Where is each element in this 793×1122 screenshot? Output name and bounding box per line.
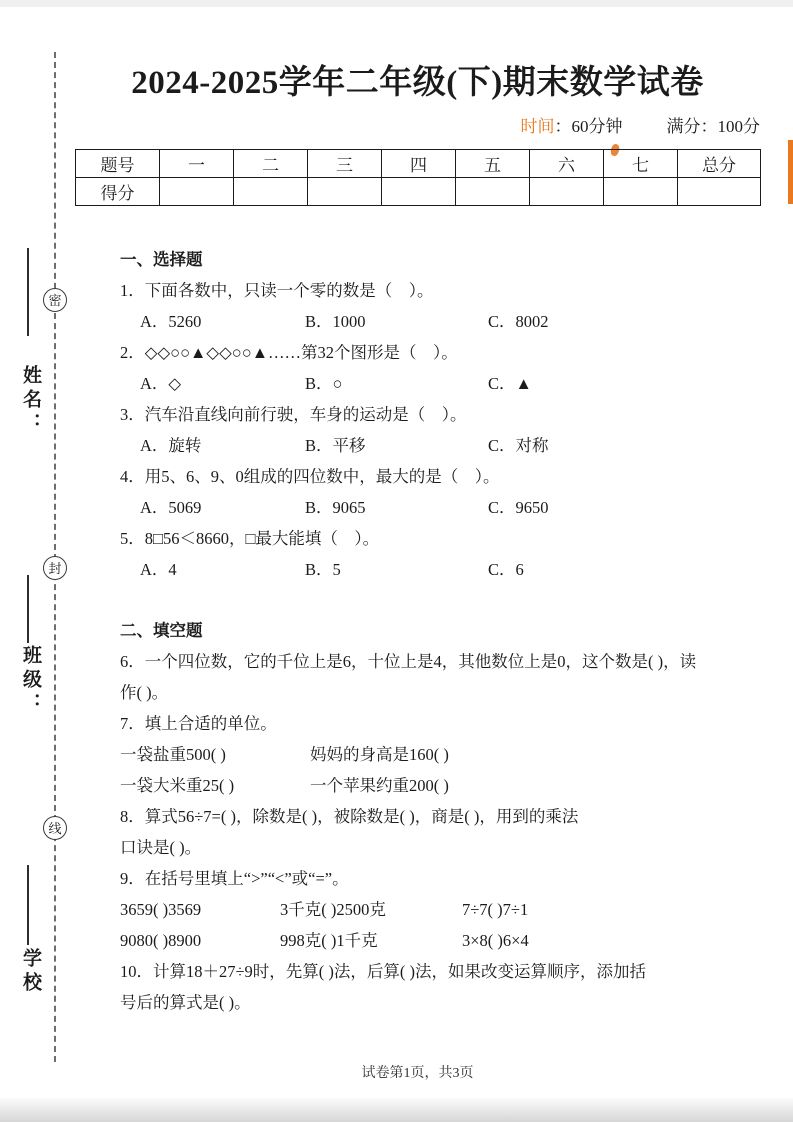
question-text-10-line1: 10．计算18＋27÷9时，先算( )法，后算( )法，如果改变运算顺序，添加括 (120, 962, 647, 981)
score-table-header-cell: 六 (530, 150, 604, 178)
full-score-label: 满分：100分 (666, 117, 760, 136)
time-value: ：60分钟 (554, 117, 623, 136)
option-b: B．5 (305, 560, 341, 579)
option-a: A．5069 (140, 498, 202, 517)
question-text-2: 2．◇◇○○▲◇◇○○▲……第32个图形是（ ）。 (120, 343, 458, 362)
exam-content (75, 0, 760, 1122)
compare-item: 7÷7( )7÷1 (462, 900, 529, 919)
fill-item: 一袋大米重25( ) (120, 776, 235, 795)
seal-char-xian: 线 (43, 816, 67, 840)
name-label: 姓名： (20, 365, 41, 437)
score-table-header-cell: 题号 (76, 150, 160, 178)
score-cell (604, 178, 678, 206)
score-table-header-cell: 五 (456, 150, 530, 178)
score-table-header-cell: 总分 (678, 150, 761, 178)
score-cell (382, 178, 456, 206)
school-label: 学校 (20, 948, 41, 996)
question-text-3: 3．汽车沿直线向前行驶，车身的运动是（ ）。 (120, 405, 467, 424)
option-b: B．○ (305, 374, 343, 393)
question-text-4: 4．用5、6、9、0组成的四位数中，最大的是（ ）。 (120, 467, 500, 486)
time-label: 时间 (520, 117, 555, 136)
option-c: C．9650 (488, 498, 549, 517)
options-row-4 (120, 492, 760, 523)
fill-item: 一个苹果约重200( ) (310, 776, 449, 795)
fill-item: 妈妈的身高是160( ) (310, 745, 449, 764)
compare-item: 3千克( )2500克 (280, 900, 386, 919)
option-a: A．旋转 (140, 436, 202, 455)
option-a: A．◇ (140, 374, 182, 393)
compare-item: 3×8( )6×4 (462, 931, 529, 950)
questions-area (75, 244, 760, 1018)
score-cell (308, 178, 382, 206)
option-b: B．9065 (305, 498, 366, 517)
class-label: 班级： (20, 645, 41, 717)
option-b: B．1000 (305, 312, 366, 331)
score-table-header-cell: 三 (308, 150, 382, 178)
score-cell (234, 178, 308, 206)
school-blank-line (27, 865, 29, 945)
options-row-3 (120, 430, 760, 461)
question-9-row1 (120, 894, 760, 925)
exam-meta-line (75, 112, 760, 137)
question-text-6-line1: 6．一个四位数，它的千位上是6，十位上是4，其他数位上是0，这个数是( )，读 (120, 652, 697, 671)
option-a: A．5260 (140, 312, 202, 331)
option-c: C．6 (488, 560, 524, 579)
compare-item: 998克( )1千克 (280, 931, 378, 950)
score-cell (678, 178, 761, 206)
score-table (75, 149, 761, 206)
exam-title: 2024-2025学年二年级(下)期末数学试卷 (131, 65, 704, 101)
compare-item: 9080( )8900 (120, 931, 202, 950)
seal-char-mi: 密 (43, 288, 67, 312)
question-text-8-line1: 8．算式56÷7=( )，除数是( )，被除数是( )，商是( )，用到的乘法 (120, 807, 579, 826)
question-7-row1 (120, 739, 760, 770)
options-row-5 (120, 554, 760, 585)
option-a: A．4 (140, 560, 177, 579)
name-blank-line (27, 248, 29, 336)
question-text-8-line2: 口诀是( )。 (120, 838, 202, 857)
option-c: C．▲ (488, 374, 532, 393)
question-7-row2 (120, 770, 760, 801)
option-b: B．平移 (305, 436, 366, 455)
score-cell (456, 178, 530, 206)
score-table-score-row (76, 178, 761, 206)
score-cell (160, 178, 234, 206)
score-table-header-cell: 一 (160, 150, 234, 178)
score-table-header-cell: 七 (604, 150, 678, 178)
score-table-header-cell: 二 (234, 150, 308, 178)
question-text-6-line2: 作( )。 (120, 683, 169, 702)
question-9-row2 (120, 925, 760, 956)
question-text-7: 7．填上合适的单位。 (120, 714, 277, 733)
section-heading-fill: 二、填空题 (120, 621, 203, 640)
fill-item: 一袋盐重500( ) (120, 745, 226, 764)
options-row-2 (120, 368, 760, 399)
option-c: C．对称 (488, 436, 549, 455)
question-text-9: 9．在括号里填上“>”“<”或“=”。 (120, 869, 349, 888)
question-text-10-line2: 号后的算式是( )。 (120, 993, 251, 1012)
compare-item: 3659( )3569 (120, 900, 202, 919)
class-blank-line (27, 575, 29, 643)
question-text-5: 5．8□56＜8660，□最大能填（ ）。 (120, 529, 380, 548)
question-text-1: 1．下面各数中，只读一个零的数是（ ）。 (120, 281, 434, 300)
score-cell (530, 178, 604, 206)
page-edge-orange-mark (788, 140, 793, 204)
score-table-header-row (76, 150, 761, 178)
option-c: C．8002 (488, 312, 549, 331)
seal-char-feng: 封 (43, 556, 67, 580)
score-row-label: 得分 (76, 178, 160, 206)
options-row-1 (120, 306, 760, 337)
section-heading-choice: 一、选择题 (120, 250, 203, 269)
score-table-header-cell: 四 (382, 150, 456, 178)
page-footer: 试卷第1页，共3页 (361, 1066, 474, 1081)
